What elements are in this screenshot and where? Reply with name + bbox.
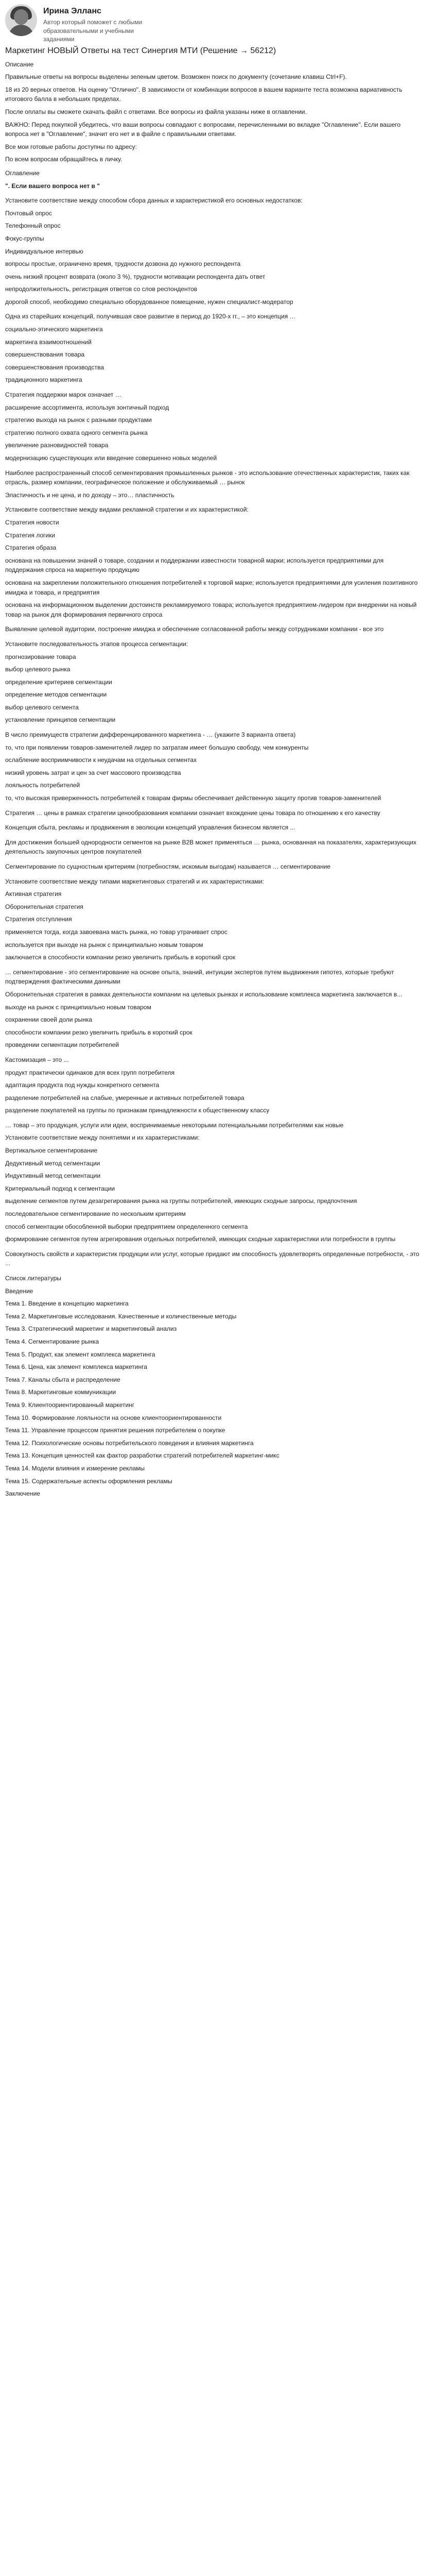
answer-option: Почтовый опрос xyxy=(5,209,52,217)
question-block xyxy=(5,312,421,385)
answer-option: выбор целевого рынка xyxy=(5,666,71,673)
answer-option: стратегию выхода на рынок с разными продуктами xyxy=(5,416,152,424)
answer-option: прогнозирование товара xyxy=(5,653,76,660)
toc-item[interactable]: Тема 15. Содержательные аспекты оформления рекламы xyxy=(5,1477,172,1485)
toc-outro: Заключение xyxy=(5,1490,40,1498)
answer-option: маркетинга взаимоотношений xyxy=(5,338,92,346)
answer-option: Стратегия логики xyxy=(5,531,56,539)
answer-option: низкий уровень затрат и цен за счет массового производства xyxy=(5,769,181,776)
table-of-contents xyxy=(5,1274,421,1499)
answer-option: последовательное сегментирование по нескольким критериям xyxy=(5,1210,186,1218)
answer-option: разделение потребителей на слабые, умеренные и активных потребителей товара xyxy=(5,1094,245,1101)
question-text: Стратегия поддержки марок означает … xyxy=(5,391,121,399)
answer-option: определение критериев сегментации xyxy=(5,678,112,686)
missing-question-note: ". Если вашего вопроса нет в " xyxy=(5,182,100,190)
toc-item[interactable]: Тема 5. Продукт, как элемент комплекса маркетинга xyxy=(5,1350,155,1358)
question-block xyxy=(5,838,421,857)
toc-item[interactable]: Тема 7. Каналы сбыта и распределение xyxy=(5,1376,120,1383)
answer-option: выделение сегментов путем дезагрегирования рынка на группы потребителей, имеющих сходные запросы, предпочтения xyxy=(5,1197,357,1205)
question-text: Стратегия … цены в рамках стратегии ценообразования компании означает вхождение цены товара по отношению к его качеству xyxy=(5,809,380,817)
intro-text xyxy=(5,72,421,164)
question-block xyxy=(5,639,421,725)
answer-option: очень низкий процент возврата (около 3 %), трудности мотивации респондента дать ответ xyxy=(5,273,266,280)
intro-line: Правильные ответы на вопросы выделены зеленым цветом. Возможен поиск по документу (сочетание клавиш Ctrl+F). xyxy=(5,73,347,81)
question-block xyxy=(5,624,421,634)
question-block xyxy=(5,390,421,463)
answer-option: модернизацию существующих или введение совершенно новых моделей xyxy=(5,454,217,462)
question-block xyxy=(5,196,421,307)
question-text: Совокупность свойств и характеристик продукции или услуг, которые придают им способность удовлетворять определенные потребности, - это ... xyxy=(5,1250,420,1267)
answer-option: стратегию полного охвата одного сегмента рынка xyxy=(5,429,148,436)
answer-option: проведении сегментации потребителей xyxy=(5,1041,119,1049)
answer-option: Оборонительная стратегия в рамках деятельности компании на целевых рынках и использование комплекса маркетинга заключается в... xyxy=(5,990,403,998)
toc-literature-label: Список литературы xyxy=(5,1275,61,1282)
toc-item[interactable]: Тема 2. Маркетинговые исследования. Качественные и количественные методы xyxy=(5,1312,237,1320)
answer-option: ослабление восприимчивости к неудачам на отдельных сегментах xyxy=(5,756,197,764)
answer-option: способ сегментации обособленной выборки предприятием определенного сегмента xyxy=(5,1223,248,1230)
author-avatar[interactable] xyxy=(5,4,37,36)
answer-option: установление принципов сегментации xyxy=(5,716,116,724)
question-text: … сегментирование - это сегментирование на основе опыта, знаний, интуиции экспертов путем выдвижения гипотез, которые требуют подтверждения фактическими данными xyxy=(5,968,394,986)
toc-item[interactable]: Тема 8. Маркетинговые коммуникации xyxy=(5,1388,116,1396)
toc-item[interactable]: Тема 3. Стратегический маркетинг и маркетинговый анализ xyxy=(5,1325,177,1333)
question-block xyxy=(5,862,421,872)
intro-label: Описание xyxy=(5,60,34,68)
question-text: Наиболее распространенный способ сегментирования промышленных рынков - это использование отечественных характеристик, таких как отрасль, размер компании, географическое положение и обслуживаемый … рынок xyxy=(5,469,410,486)
answer-option: то, что при появлении товаров-заменителей лидер по затратам имеет большую свободу, чем конкуренты xyxy=(5,743,309,751)
question-block xyxy=(5,808,421,818)
question-block xyxy=(5,1249,421,1268)
toc-item[interactable]: Тема 1. Введение в концепцию маркетинга xyxy=(5,1300,129,1308)
answer-option: Эластичность и не цена, и по доходу – это… пластичность xyxy=(5,491,175,499)
toc-item[interactable]: Тема 4. Сегментирование рынка xyxy=(5,1337,99,1345)
question-text: Одна из старейших концепций, получившая свое развитие в период до 1920-х гг., – это концепция … xyxy=(5,313,296,320)
toc-items xyxy=(5,1299,421,1486)
toc-item[interactable]: Тема 13. Концепция ценностей как фактор разработки стратегий потребителей маркетинг-микс xyxy=(5,1452,280,1460)
toc-item[interactable]: Тема 9. Клиентоориентированный маркетинг xyxy=(5,1401,135,1409)
answer-option: формирование сегментов путем агрегирования отдельных потребителей, имеющих сходные характеристики или потребности в группы xyxy=(5,1235,396,1243)
page-title: Маркетинг НОВЫЙ Ответы на тест Синергия МТИ (Решение → 56212) xyxy=(5,46,276,55)
toc-label: Оглавление xyxy=(5,169,40,177)
question-block xyxy=(5,468,421,500)
answer-option: заключается в способности компании резко увеличить прибыль в короткий срок xyxy=(5,954,236,961)
question-block xyxy=(5,1055,421,1115)
answer-option: Активная стратегия xyxy=(5,890,62,898)
question-block xyxy=(5,877,421,962)
answer-option: дорогой способ, необходимо специально оборудованное помещение, нужен специалист-модератор xyxy=(5,298,293,306)
question-text: В число преимуществ стратегии дифференцированного маркетинга - … (укажите 3 варианта ответа) xyxy=(5,731,296,739)
toc-item[interactable]: Тема 10. Формирование лояльности на основе клиентоориентированности xyxy=(5,1414,222,1421)
intro-line: ВАЖНО: Перед покупкой убедитесь, что ваши вопросы совпадают с вопросами, перечисленными во вкладке "Оглавление". Если вашего вопроса нет в "Оглавление", значит его нет и в файле с правильными ответами. xyxy=(5,121,401,138)
answer-option: Вертикальное сегментирование xyxy=(5,1147,98,1155)
answer-option: Телефонный опрос xyxy=(5,222,61,230)
toc-intro: Введение xyxy=(5,1287,33,1295)
answer-option: Стратегия новости xyxy=(5,518,59,526)
answer-option: используется при выходе на рынок с принципиально новым товаром xyxy=(5,941,203,948)
answer-option: Индивидуальное интервью xyxy=(5,247,83,255)
answer-option: традиционного маркетинга xyxy=(5,376,82,384)
author-description: Автор который поможет с любыми образовательными и учебными заданиями xyxy=(43,18,143,43)
question-text: Сегментирование по сущностным критериям (потребностям, искомым выгодам) называется … сегментирование xyxy=(5,863,330,870)
answer-option: непродолжительность, регистрация ответов со слов респондентов xyxy=(5,285,198,293)
answer-option: продукт практически одинаков для всех групп потребителя xyxy=(5,1069,175,1076)
questions-list xyxy=(5,196,421,1268)
answer-option: Стратегия отступления xyxy=(5,916,72,923)
answer-option: выбор целевого сегмента xyxy=(5,703,79,711)
toc-item[interactable]: Тема 14. Модели влияния и измерение рекламы xyxy=(5,1464,145,1472)
answer-option: Фокус-группы xyxy=(5,234,44,242)
intro-line: По всем вопросам обращайтесь в личку. xyxy=(5,156,123,163)
answer-option: Критериальный подход к сегментации xyxy=(5,1184,115,1192)
question-text: Установите соответствие между видами рекламной стратегии и их характеристикой: xyxy=(5,506,249,514)
answer-option: основана на повышении знаний о товаре, создании и поддержании известности товарной марки; используется предприятиями для поддержания спроса на маркетную продукцию xyxy=(5,556,384,574)
answer-option: увеличение разновидностей товара xyxy=(5,442,109,449)
toc-item[interactable]: Тема 6. Цена, как элемент комплекса маркетинга xyxy=(5,1363,147,1371)
answer-option: расширение ассортимента, используя зонтичный подход xyxy=(5,403,169,411)
answer-option: социально-этического маркетинга xyxy=(5,326,103,333)
question-block xyxy=(5,823,421,833)
answer-option: сохранении своей доли рынка xyxy=(5,1016,92,1024)
question-text: Установите соответствие между типами маркетинговых стратегий и их характеристиками: xyxy=(5,877,264,885)
question-block xyxy=(5,730,421,803)
toc-item[interactable]: Тема 11. Управление процессом принятия решения потребителем о покупке xyxy=(5,1427,225,1434)
question-block xyxy=(5,968,421,1050)
answer-option: вопросы простые, ограничено время, трудности дозвона до нужного респондента xyxy=(5,260,241,268)
answer-option: способности компании резко увеличить прибыль в короткий срок xyxy=(5,1028,193,1036)
answer-option: то, что высокая приверженность потребителей к товарам фирмы обеспечивает действенную защиту против товаров-заменителей xyxy=(5,794,381,802)
answer-option: Индуктивный метод сегментации xyxy=(5,1172,101,1180)
question-text: Установите последовательность этапов процесса сегментации: xyxy=(5,640,188,648)
question-block xyxy=(5,1121,421,1244)
question-text: … товар – это продукция, услуги или идеи, воспринимаемые некоторыми потенциальными потребителями как новые xyxy=(5,1121,344,1129)
answer-option: лояльность потребителей xyxy=(5,782,80,789)
toc-item[interactable]: Тема 12. Психологические основы потребительского поведения и влияния маркетинга xyxy=(5,1439,254,1447)
answer-option: разделение покупателей на группы по признакам принадлежности к общественному классу xyxy=(5,1107,270,1114)
answer-option: выходе на рынок с принципиально новым товаром xyxy=(5,1003,151,1011)
question-text: Концепция сбыта, рекламы и продвижения в эволюции концепций управления бизнесом является ... xyxy=(5,824,295,832)
question-text: Установите соответствие между способом сбора данных и характеристикой его основных недостатков: xyxy=(5,197,303,205)
answer-option: Стратегия образа xyxy=(5,544,57,552)
author-name[interactable]: Ирина Элланс xyxy=(43,7,101,15)
answer-option: Дедуктивный метод сегментации xyxy=(5,1159,100,1167)
answer-option: применяется тогда, когда завоевана масть рынка, но товар утрачивает спрос xyxy=(5,928,228,936)
answer-option: адаптация продукта под нужды конкретного сегмента xyxy=(5,1081,160,1089)
answer-option: совершенствования товара xyxy=(5,351,85,359)
author-info xyxy=(43,4,162,44)
author-card xyxy=(5,4,421,41)
intro-line: 18 из 20 верных ответов. На оценку "Отлично". В зависимости от комбинации вопросов в вашем варианте теста возможна вариативность итогового балла в небольших пределах. xyxy=(5,86,403,103)
intro-line: Все мои готовые работы доступны по адресу: xyxy=(5,143,137,150)
answer-option: определение методов сегментации xyxy=(5,691,107,699)
answer-option: основана на информационном выделении достоинств рекламируемого товара; используется предприятием-лидером при внедрении на новый товар на рынок для формирования первичного спроса xyxy=(5,601,417,618)
answer-option: основана на закреплении положительного отношения потребителей к торговой марке; используется предприятиями для усиления позитивного имиджа и товара, и предприятия xyxy=(5,579,418,596)
answer-option: Установите соответствие между понятиями и их характеристиками: xyxy=(5,1134,200,1142)
answer-option: совершенствования производства xyxy=(5,363,104,371)
question-text: Для достижения большей однородности сегментов на рынке B2B может применяться … рынка, основанная на показателях, характеризующих деятельность закупочных центров покупателей xyxy=(5,838,416,856)
question-text: Выявление целевой аудитории, построение имиджа и обеспечение согласованной работы между сотрудниками компании - все это xyxy=(5,625,384,633)
intro-line: После оплаты вы сможете скачать файл с ответами. Все вопросы из файла указаны ниже в оглавлении. xyxy=(5,108,307,115)
answer-option: Оборонительная стратегия xyxy=(5,903,83,910)
question-block xyxy=(5,505,421,619)
question-text: Кастомизация – это ... xyxy=(5,1056,69,1063)
